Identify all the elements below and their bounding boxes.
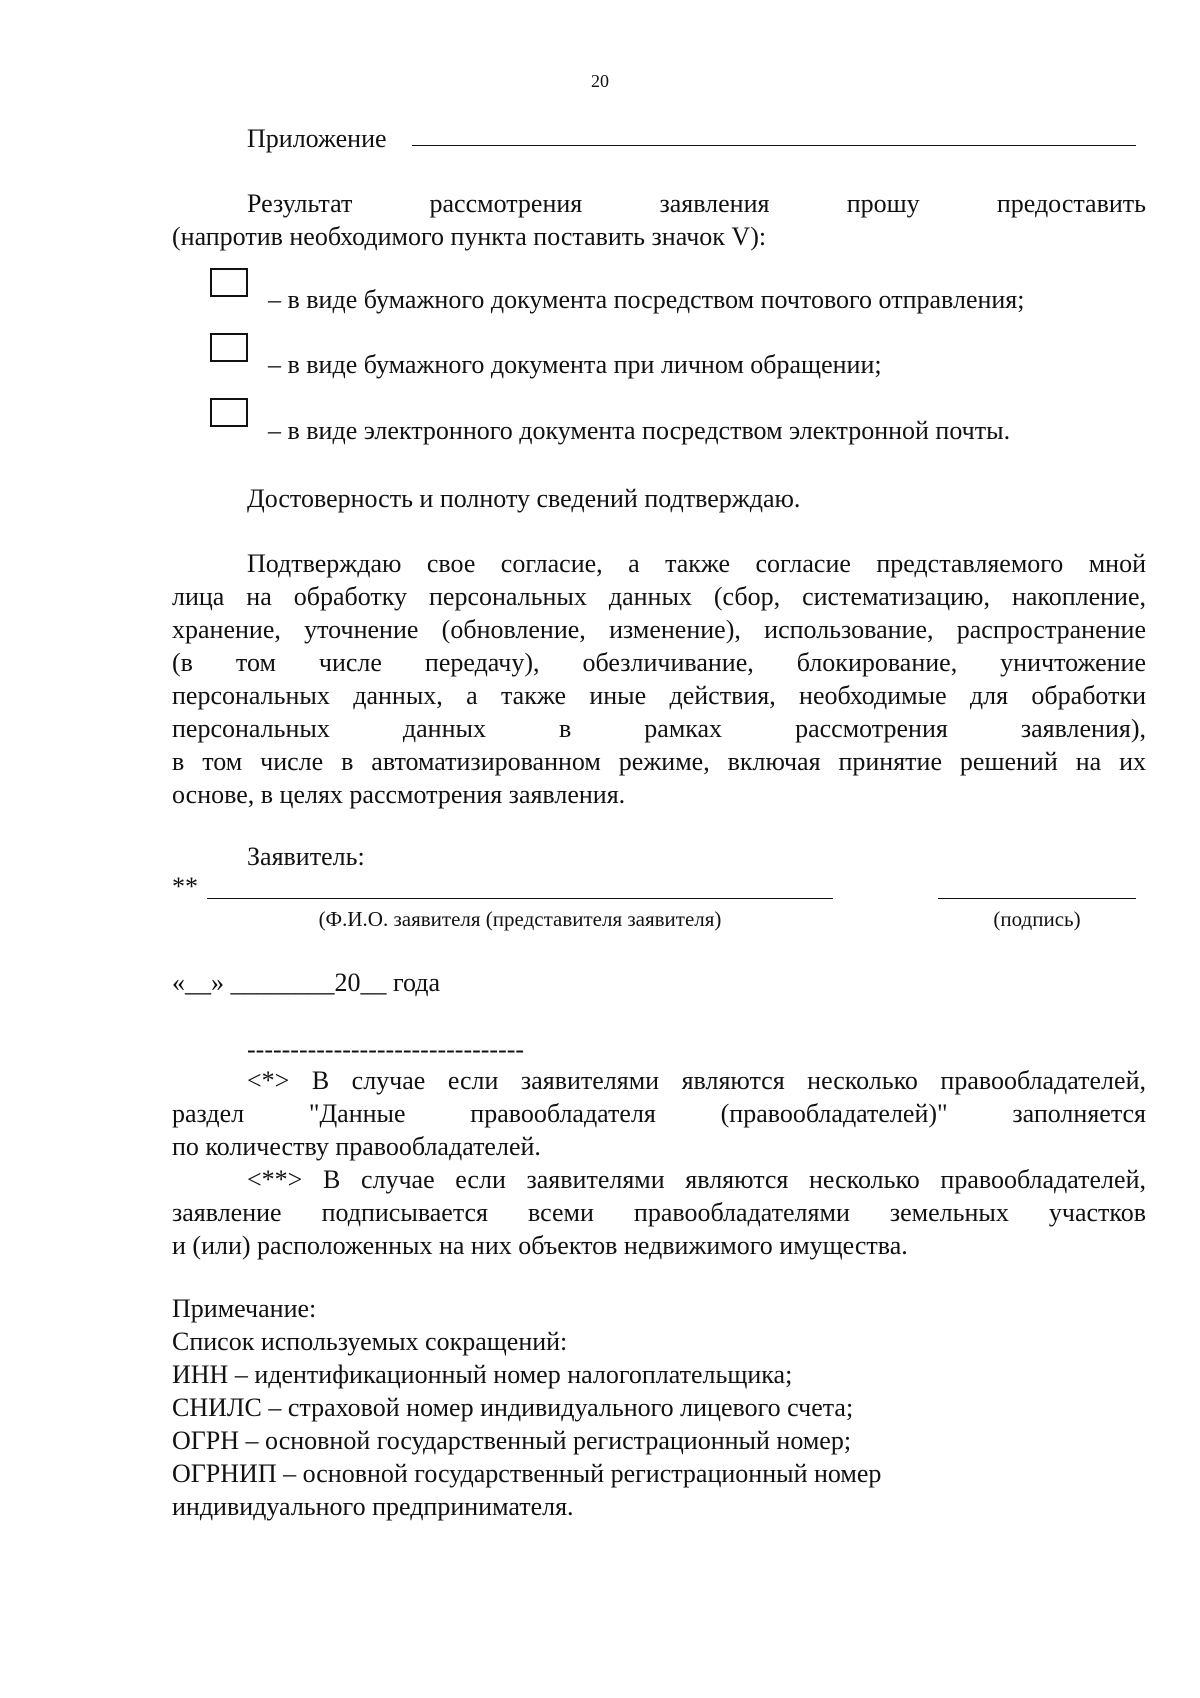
applicant-name-caption: (Ф.И.О. заявителя (представителя заявителя) [318,907,722,931]
consent-line: (в том числе передачу), обезличивание, блокирование, уничтожение [172,648,1146,677]
delivery-option-checkbox-email[interactable] [210,398,248,427]
abbreviation-item: индивидуального предпринимателя. [172,1492,574,1521]
footnote-line: раздел "Данные правообладателя (правообладателей)" заполняется [172,1099,1146,1128]
result-word: предоставить [996,189,1146,218]
consent-line: основе, в целях рассмотрения заявления. [172,780,626,809]
applicant-name-field[interactable] [207,898,833,899]
result-word: рассмотрения [429,189,583,218]
delivery-option-label: – в виде бумажного документа посредством почтового отправления; [268,285,1025,314]
delivery-option-label: – в виде электронного документа посредством электронной почты. [268,416,1011,445]
appendix-field[interactable] [412,145,1136,146]
result-paragraph-line1 [247,187,1146,220]
delivery-option-checkbox-mail[interactable] [210,268,248,297]
result-word: заявления [659,189,770,218]
delivery-option-label: – в виде бумажного документа при личном обращении; [268,350,882,379]
note-section [172,1292,1146,1523]
abbreviation-item: ОГРНИП – основной государственный регистрационный номер [172,1459,882,1488]
footnote-line: по количеству правообладателей. [172,1132,541,1161]
date-line: «__» ________20__ года [172,968,441,997]
result-word: прошу [846,189,920,218]
footnote-1 [172,1064,1146,1163]
result-paragraph-line2: (напротив необходимого пункта поставить значок V): [172,222,767,251]
delivery-option-checkbox-personal[interactable] [210,333,248,362]
abbreviation-item: ОГРН – основной государственный регистрационный номер; [172,1426,852,1455]
footnote-2 [172,1163,1146,1262]
consent-paragraph [172,547,1146,811]
footnote-line: и (или) расположенных на них объектов недвижимого имущества. [172,1231,908,1260]
abbreviation-list-title: Список используемых сокращений: [172,1327,568,1356]
footnote-line: <*> В случае если заявителями являются несколько правообладателей, [247,1066,1146,1095]
abbreviation-item: ИНН – идентификационный номер налогоплательщика; [172,1360,793,1389]
consent-line: персональных данных, а также иные действия, необходимые для обработки [172,681,1146,710]
applicant-label: Заявитель: [247,842,365,871]
abbreviation-item: СНИЛС – страховой номер индивидуального лицевого счета; [172,1393,854,1422]
confirmation-text: Достоверность и полноту сведений подтверждаю. [247,484,801,513]
consent-line: в том числе в автоматизированном режиме, включая принятие решений на их [172,747,1146,776]
applicant-signature-field[interactable] [938,898,1136,899]
page-number: 20 [591,71,609,91]
footnote-line: заявление подписывается всеми правообладателями земельных участков [172,1198,1146,1227]
footnote-line: <**> В случае если заявителями являются несколько правообладателей, [247,1165,1146,1194]
appendix-label: Приложение [247,124,387,153]
applicant-marker: ** [172,872,198,901]
consent-line: хранение, уточнение (обновление, изменение), использование, распространение [172,615,1146,644]
consent-line: лица на обработку персональных данных (сбор, систематизацию, накопление, [172,582,1146,611]
consent-line: Подтверждаю свое согласие, а также согласие представляемого мной [247,549,1146,578]
consent-line: персональных данных в рамках рассмотрения заявления), [172,714,1146,743]
footnote-separator: -------------------------------- [247,1035,525,1064]
result-word: Результат [247,189,353,218]
applicant-signature-caption: (подпись) [993,907,1081,931]
note-title: Примечание: [172,1294,317,1323]
